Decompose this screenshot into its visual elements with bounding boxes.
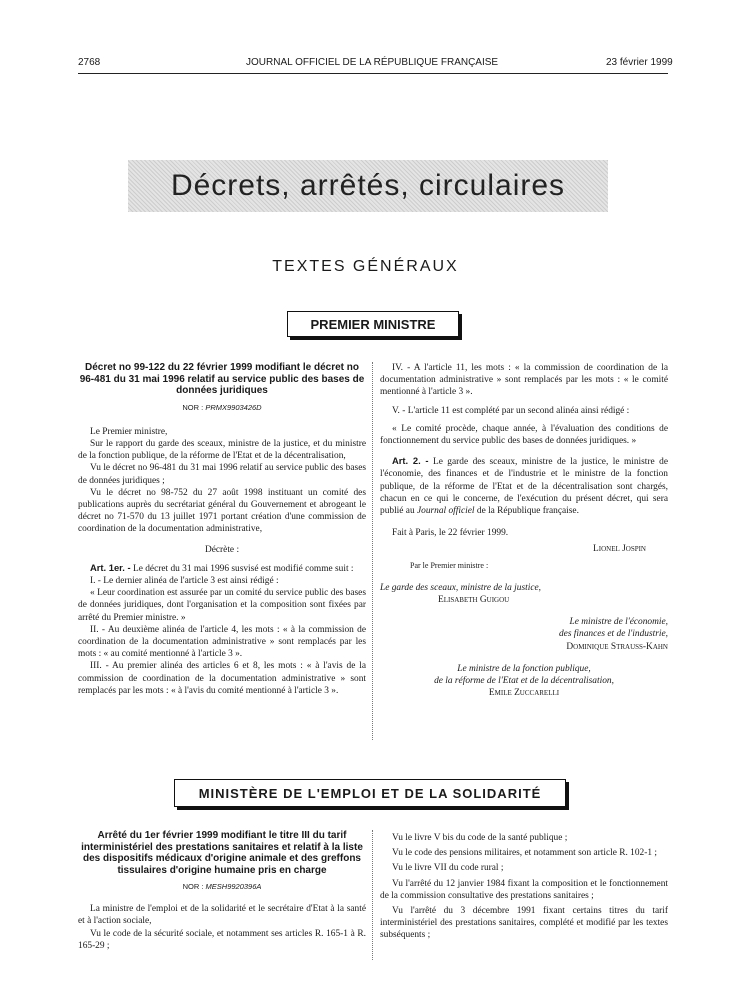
fait-a-paris: Fait à Paris, le 22 février 1999. — [392, 528, 509, 539]
fp-name: Emile Zuccarelli — [488, 688, 560, 699]
art1-ii — [78, 624, 366, 661]
arrete-vu: Vu l'arrêté du 12 janvier 1984 fixant la composition et le fonctionnement de la commission consultative des prestations sanitaires ; — [380, 878, 668, 901]
art1-v-quote: « Le comité procède, chaque année, à l'évaluation des conditions de fonctionnement du service public des bases de données juridiques. » — [380, 423, 668, 447]
page-number: 2768 — [78, 57, 101, 68]
art1-iii — [78, 660, 366, 697]
decree-title: Décret no 99-122 du 22 février 1999 modifiant le décret no 96-481 du 31 mai 1996 relatif au service public des bases de données juridiques — [79, 362, 365, 396]
art1-text: Le décret du 31 mai 1996 susvisé est modifié comme suit : — [130, 563, 354, 574]
arrete-para: Vu le code de la sécurité sociale, et notamment ses articles R. 165-1 à R. 165-29 ; — [78, 928, 366, 951]
arrete-vu: Vu le livre V bis du code de la santé publique ; — [392, 833, 568, 843]
arrete-vu: Vu le code des pensions militaires, et notamment son article R. 102-1 ; — [392, 848, 658, 859]
fp-title-1: Le ministre de la fonction publique, — [457, 663, 591, 674]
nor-label: NOR : — [182, 402, 204, 412]
arrete-left-column — [78, 830, 366, 952]
section-title: TEXTES GÉNÉRAUX — [272, 258, 459, 275]
garde-title: Le garde des sceaux, ministre de la justice, — [380, 582, 541, 593]
par-le-premier-ministre: Par le Premier ministre : — [410, 560, 489, 570]
fp-title-2: de la réforme de l'Etat et de la décentralisation, — [434, 676, 614, 687]
column-divider — [372, 830, 373, 960]
decree-para: Sur le rapport du garde des sceaux, ministre de la justice, et du ministre de la fonction publique, de la réforme de l'Etat et de la décentralisation, — [78, 438, 366, 462]
art1 — [78, 562, 366, 575]
art1-v: V. - L'article 11 est complété par un second alinéa ainsi rédigé : — [392, 405, 630, 416]
arrete-vu: Vu le livre VII du code rural ; — [392, 863, 504, 874]
i-text: Le dernier alinéa de l'article 3 est ainsi rédigé : — [100, 575, 279, 586]
decree-left-column — [78, 362, 366, 697]
ministry-name: PREMIER MINISTRE — [310, 316, 436, 332]
art2-jo: Journal officiel — [416, 506, 475, 517]
art2-label: Art. 2. - — [392, 455, 429, 467]
arrete-title: Arrêté du 1er février 1999 modifiant le titre III du tarif interministériel des prestations sanitaires et relatif à la liste des dispositifs médicaux d'origine animale et des greffons tissulaires d'origine humaine pris en charge — [81, 830, 363, 876]
decree-right-column — [380, 362, 668, 699]
rubric-banner — [128, 160, 608, 212]
decree-para: Le Premier ministre, — [90, 426, 168, 437]
decree-para: Vu le décret no 98-752 du 27 août 1998 instituant un comité des publications auprès du secrétariat général du Gouvernement et abrogeant le décret no 71-570 du 13 juillet 1971 portant création d'une commission de coordination de la documentation administrative, — [78, 487, 366, 535]
art2-end: de la République française. — [474, 506, 579, 517]
ii-text: Au deuxième alinéa de l'article 4, les mots : « à la commission de coordination de la documentation administrative » sont remplacés par les mots : « au comité mentionné à l'article 3 ». — [78, 624, 366, 660]
rubric-title: Décrets, arrêtés, circulaires — [170, 169, 566, 202]
art1-i-quote: « Leur coordination est assurée par un comité du service public des bases de données juridiques, dont l'organisation et la composition sont fixées par arrêté du Premier ministre. » — [78, 588, 366, 623]
arrete-para: La ministre de l'emploi et de la solidarité et le secrétaire d'Etat à la santé et à l'action sociale, — [78, 904, 366, 927]
header-rule — [78, 73, 668, 74]
signer-prime-minister: Lionel Jospin — [593, 544, 646, 555]
i-label: I. - — [90, 575, 101, 586]
art1-label: Art. 1er. - — [90, 561, 131, 573]
decree-para: Vu le décret no 96-481 du 31 mai 1996 relatif au service public des bases de données juridiques ; — [78, 463, 366, 486]
iii-label: III. - — [90, 661, 109, 672]
nor-code: MESH9920396A — [205, 882, 262, 891]
decree-nor — [78, 402, 366, 414]
arrete-right-column — [380, 832, 668, 942]
ministry-box-emploi — [174, 779, 566, 807]
garde-name: Elisabeth Guigou — [438, 595, 510, 606]
ministry-name: MINISTÈRE DE L'EMPLOI ET DE LA SOLIDARITÉ — [198, 785, 542, 801]
eco-title-2: des finances et de l'industrie, — [558, 629, 668, 640]
nor-code: PRMX9903426D — [205, 402, 262, 412]
decrete: Décrète : — [204, 544, 240, 555]
art1-i — [78, 575, 366, 587]
art1-iv: IV. - A l'article 11, les mots : « la commission de coordination de la documentation administrative » sont remplacés par les mots : « le comité mentionné à l'article 3 ». — [380, 363, 668, 398]
journal-title: JOURNAL OFFICIEL DE LA RÉPUBLIQUE FRANÇAISE — [246, 57, 499, 68]
art2 — [380, 455, 668, 517]
arrete-nor — [78, 881, 366, 893]
column-divider — [372, 362, 373, 740]
iii-text: Au premier alinéa des articles 6 et 8, les mots : « à l'avis de la commission de coordination de la documentation administrative » sont remplacés par les mots : « à l'avis du comité mentionné à l'article 3 ». — [78, 661, 366, 696]
issue-date: 23 février 1999 — [606, 57, 673, 68]
arrete-vu: Vu l'arrêté du 3 décembre 1991 fixant certains titres du tarif interministériel des prestations sanitaires, complété et modifié par les textes subséquents ; — [380, 906, 668, 941]
nor-label: NOR : — [182, 882, 204, 891]
ii-label: II. - — [90, 624, 106, 635]
eco-name: Dominique Strauss-Kahn — [566, 641, 668, 652]
ministry-box-premier — [287, 311, 459, 337]
eco-title-1: Le ministre de l'économie, — [569, 617, 668, 628]
art2-text: Le garde des sceaux, ministre de la justice, le ministre de l'économie, des finances et de l'industrie et le ministre de la fonction publique, de la réforme de l'Etat et de la décentralisation sont chargés, chacun en ce qui le concerne, de l'exécution du présent décret, qui sera publié au — [380, 457, 668, 517]
